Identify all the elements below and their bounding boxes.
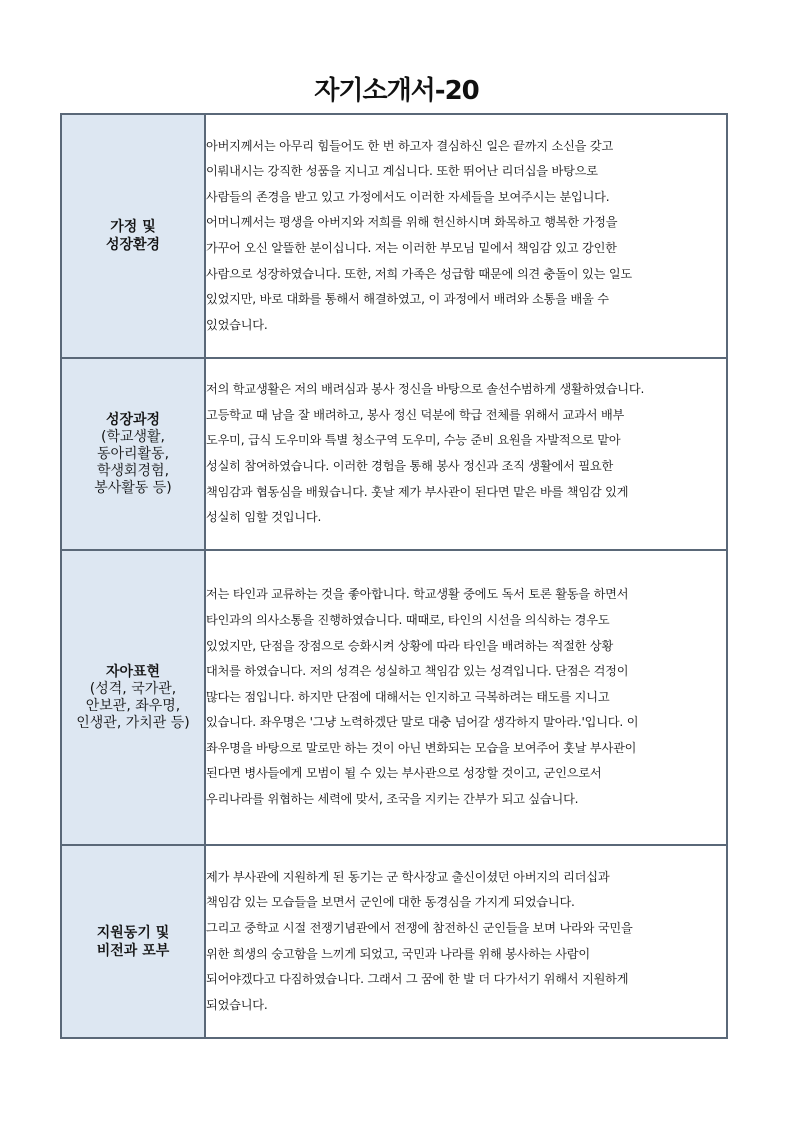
section-body (205, 550, 727, 845)
text-line: 대처를 하였습니다. 저의 성격은 성실하고 책임감 있는 성격입니다. 단점은 걱정이 (206, 664, 629, 679)
section-heading-cell (61, 358, 205, 550)
section-heading-cell (61, 550, 205, 845)
text-line: 사람들의 존경을 받고 있고 가정에서도 이러한 자세들을 보여주시는 분입니다. (206, 189, 610, 204)
text-line: 사람으로 성장하였습니다. 또한, 저희 가족은 성급함 때문에 의견 충돌이 있는 일도 (206, 266, 633, 281)
text-line: 타인과의 의사소통을 진행하였습니다. 때때로, 타인의 시선을 의식하는 경우도 (206, 612, 610, 627)
section-heading: 지원동기 및 비전과 포부 (96, 924, 170, 959)
section-row-family (61, 114, 727, 358)
section-heading-cell (61, 114, 205, 358)
text-line: 이뤄내시는 강직한 성품을 지니고 계십니다. 또한 뛰어난 리더십을 바탕으로 (206, 164, 598, 179)
text-line: 많다는 점입니다. 하지만 단점에 대해서는 인지하고 극복하려는 태도를 지니고 (206, 689, 610, 704)
section-row-self-expression (61, 550, 727, 845)
section-row-growth (61, 358, 727, 550)
section-heading: 성장과정 (105, 412, 161, 428)
text-line: 책임감과 협동심을 배웠습니다. 훗날 제가 부사관이 된다면 맡은 바를 책임감 있게 (206, 484, 629, 499)
text-line: 좌우명을 바탕으로 말로만 하는 것이 아닌 변화되는 모습을 보여주어 훗날 부사관이 (206, 740, 637, 755)
section-heading-cell (61, 845, 205, 1038)
text-line: 도우미, 급식 도우미와 특별 청소구역 도우미, 수능 준비 요원을 자발적으로 맡아 (206, 433, 621, 448)
text-line: 책임감 있는 모습들을 보면서 군인에 대한 동경심을 가지게 되었습니다. (206, 895, 575, 910)
text-line: 고등학교 때 남을 잘 배려하고, 봉사 정신 덕분에 학급 전체를 위해서 교과서 배부 (206, 407, 625, 422)
text-line: 저는 타인과 교류하는 것을 좋아합니다. 학교생활 중에도 독서 토론 활동을 하면서 (206, 587, 629, 602)
text-line: 저의 학교생활은 저의 배려심과 봉사 정신을 바탕으로 솔선수범하게 생활하였습니다. (206, 382, 645, 397)
section-body (205, 114, 727, 358)
section-heading: 가정 및 성장환경 (105, 219, 161, 253)
text-line: 있습니다. 좌우명은 '그냥 노력하겠단 말로 대충 넘어갈 생각하지 말아라.'입니다. 이 (206, 715, 639, 730)
text-line: 가꾸어 오신 알뜰한 분이십니다. 저는 이러한 부모님 밑에서 책임감 있고 강인한 (206, 241, 617, 255)
text-line: 되어야겠다고 다짐하였습니다. 그래서 그 꿈에 한 발 더 다가서기 위해서 지원하게 (206, 972, 629, 987)
text-line: 그리고 중학교 시절 전쟁기념관에서 전쟁에 참전하신 군인들을 보며 나라와 국민을 (206, 920, 633, 935)
text-line: 위한 희생의 숭고함을 느끼게 되었고, 국민과 나라를 위해 봉사하는 사람이 (206, 946, 590, 961)
text-line: 있었습니다. (206, 317, 268, 332)
text-line: 우리나라를 위협하는 세력에 맞서, 조국을 지키는 간부가 되고 싶습니다. (206, 792, 579, 807)
section-body (205, 358, 727, 550)
section-subheading: (학교생활, 동아리활동, 학생회경험, 봉사활동 등) (94, 429, 172, 496)
section-heading: 자아표현 (105, 664, 161, 680)
text-line: 있었지만, 단점을 장점으로 승화시켜 상황에 따라 타인을 배려하는 적절한 상황 (206, 638, 614, 653)
text-line: 성실히 임할 것입니다. (206, 510, 322, 525)
text-line: 있었지만, 바로 대화를 통해서 해결하였고, 이 과정에서 배려와 소통을 배울 수 (206, 292, 609, 307)
text-line: 아버지께서는 아무리 힘들어도 한 번 하고자 결심하신 일은 끝까지 소신을 갖고 (206, 138, 614, 153)
text-line: 성실히 참여하였습니다. 이러한 경험을 통해 봉사 정신과 조직 생활에서 필요한 (206, 459, 614, 473)
section-body (205, 845, 727, 1038)
text-line: 된다면 병사들에게 모범이 될 수 있는 부사관으로 성장할 것이고, 군인으로서 (206, 766, 602, 781)
section-row-motivation (61, 845, 727, 1038)
text-line: 어머니께서는 평생을 아버지와 저희를 위해 헌신하시며 화목하고 행복한 가정을 (206, 215, 618, 230)
section-subheading: (성격, 국가관, 안보관, 좌우명, 인생관, 가치관 등) (76, 681, 190, 731)
document-title: 자기소개서-20 (314, 76, 479, 106)
text-line: 되었습니다. (206, 997, 268, 1012)
self-introduction-table (60, 113, 728, 1039)
text-line: 제가 부사관에 지원하게 된 동기는 군 학사장교 출신이셨던 아버지의 리더십과 (206, 869, 610, 884)
